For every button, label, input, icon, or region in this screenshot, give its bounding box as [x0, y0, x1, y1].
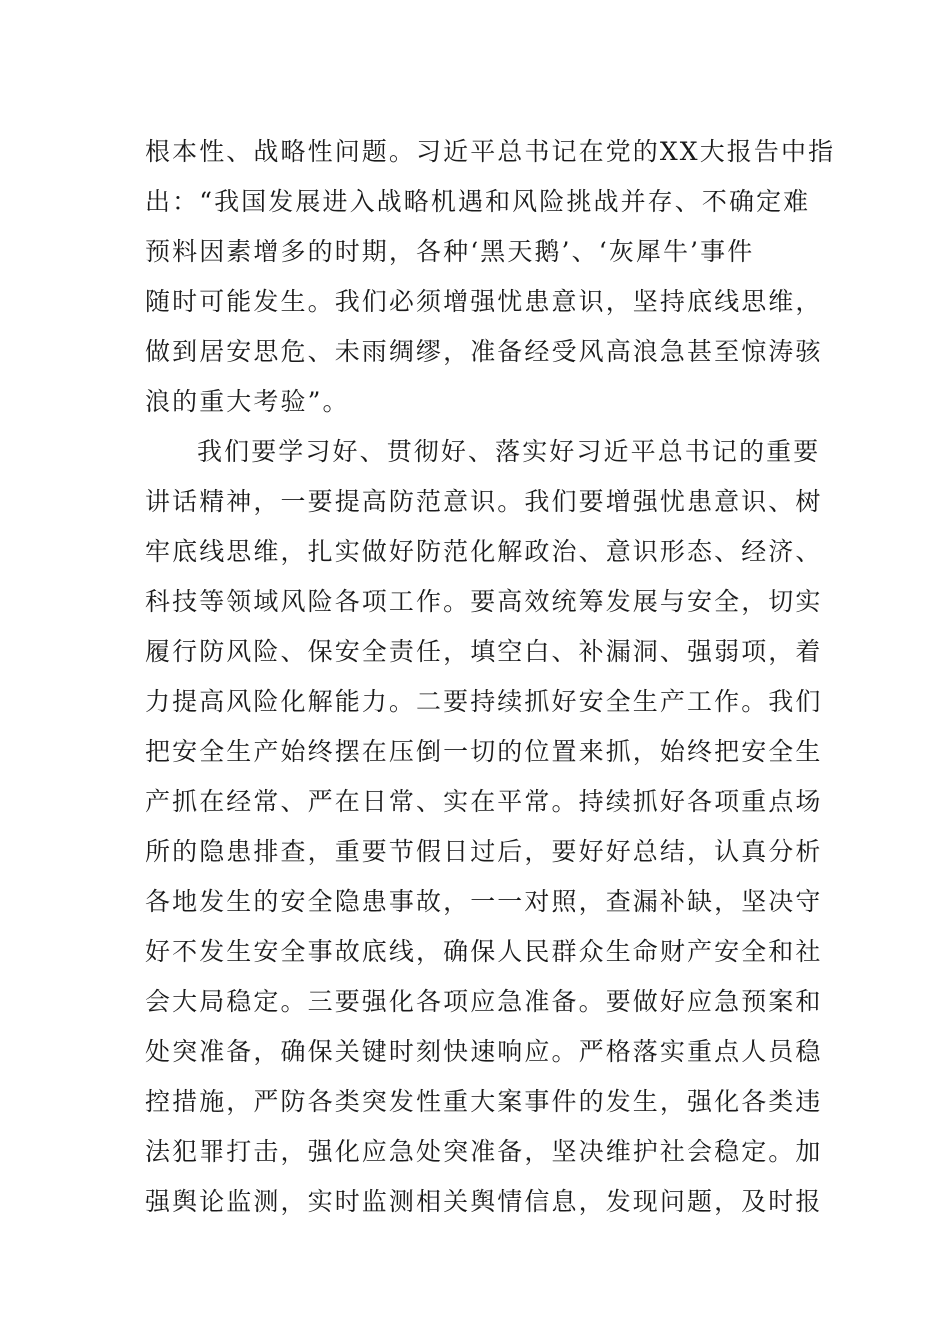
text-line: 强舆论监测，实时监测相关舆情信息，发现问题，及时报 — [145, 1187, 823, 1216]
text-line: 预料因素增多的时期，各种‘黑天鹅’、‘灰犀牛’事件 — [145, 237, 755, 266]
text-line: 力提高风险化解能力。二要持续抓好安全生产工作。我们 — [145, 687, 823, 716]
text-line: 出：“我国发展进入战略机遇和风险挑战并存、不确定难 — [145, 187, 811, 216]
text-line: 把安全生产始终摆在压倒一切的位置来抓，始终把安全生 — [145, 737, 823, 766]
text-line: 随时可能发生。我们必须增强忧患意识，坚持底线思维， — [145, 287, 823, 316]
text-line: 牢底线思维，扎实做好防范化解政治、意识形态、经济、 — [145, 537, 823, 566]
text-line: 浪的重大考验”。 — [145, 387, 350, 416]
text-line: 处突准备，确保关键时刻快速响应。严格落实重点人员稳 — [145, 1037, 823, 1066]
text-line: 产抓在经常、严在日常、实在平常。持续抓好各项重点场 — [145, 787, 823, 816]
paragraph-first-line: 我们要学习好、贯彻好、落实好习近平总书记的重要 — [197, 437, 821, 466]
text-line: 所的隐患排查，重要节假日过后，要好好总结，认真分析 — [145, 837, 823, 866]
text-line: 各地发生的安全隐患事故，一一对照，查漏补缺，坚决守 — [145, 887, 823, 916]
text-line: 会大局稳定。三要强化各项应急准备。要做好应急预案和 — [145, 987, 823, 1016]
text-line: 科技等领域风险各项工作。要高效统筹发展与安全，切实 — [145, 587, 823, 616]
text-line: 法犯罪打击，强化应急处突准备，坚决维护社会稳定。加 — [145, 1137, 823, 1166]
text-line: 控措施，严防各类突发性重大案事件的发生，强化各类违 — [145, 1087, 823, 1116]
text-line: 根本性、战略性问题。习近平总书记在党的XX大报告中指 — [145, 137, 836, 166]
text-line: 讲话精神，一要提高防范意识。我们要增强忧患意识、树 — [145, 487, 823, 516]
text-line: 好不发生安全事故底线，确保人民群众生命财产安全和社 — [145, 937, 823, 966]
text-line: 做到居安思危、未雨绸缪，准备经受风高浪急甚至惊涛骇 — [145, 337, 823, 366]
text-line: 履行防风险、保安全责任，填空白、补漏洞、强弱项，着 — [145, 637, 823, 666]
